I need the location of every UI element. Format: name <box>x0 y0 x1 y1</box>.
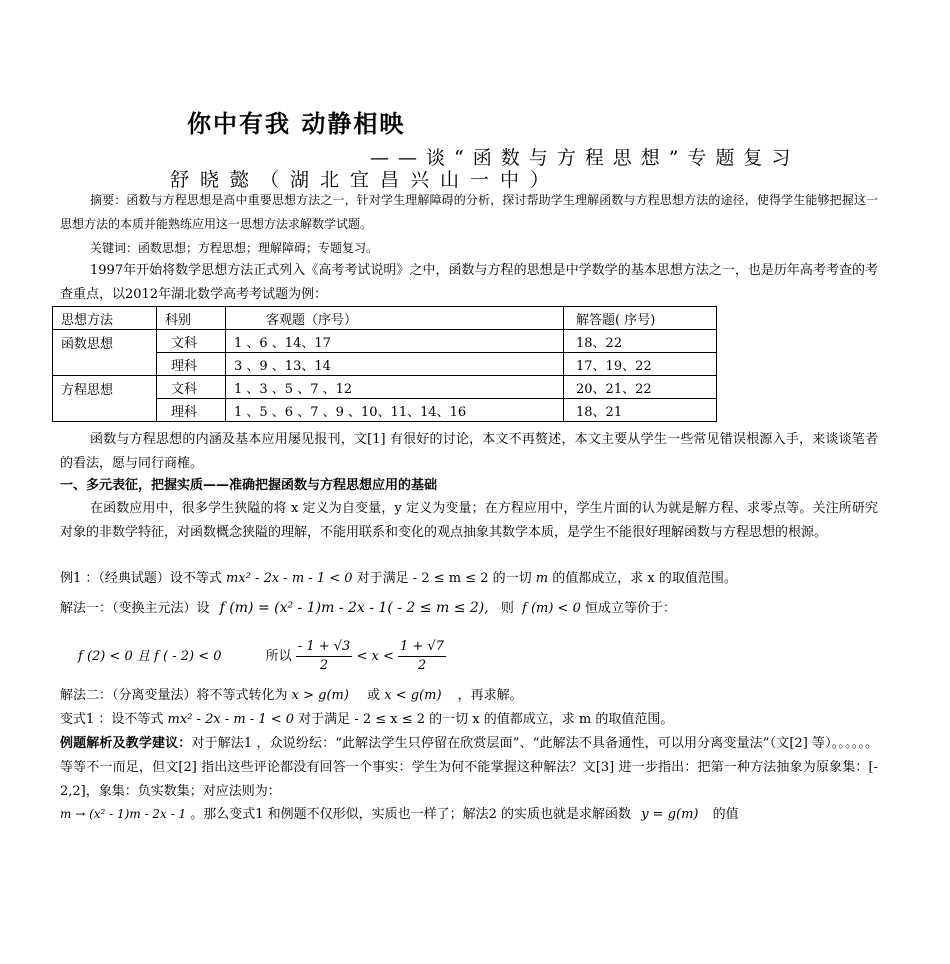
table-cell-answer: 20、21、22 <box>564 376 717 399</box>
table-row <box>53 330 717 353</box>
solution-1-function: f (m) = (x² - 1)m - 2x - 1( - 2 ≤ m ≤ 2), <box>219 600 489 616</box>
after-table-paragraph: 函数与方程思想的内涵及基本应用屡见报刊，文[1] 有很好的讨论，本文不再赘述，本文主要从学生一些常见错误根源入手，来谈谈笔者的看法，愿与同行商榷。 <box>60 432 878 471</box>
intro-paragraph: 1997年开始将数学思想方法正式列入《高考考试说明》之中，函数与方程的思想是中学数学的基本思想方法之一，也是历年高考考查的考查重点，以2012年湖北数学高考考试题为例： <box>60 263 878 302</box>
solution-1: 解法一：（变换主元法）设 f (m) = (x² - 1)m - 2x - 1( - 2 ≤ m ≤ 2), 则 f (m) < 0 恒成立等价于： <box>60 600 676 616</box>
fraction-lower-bound: $\frac{- 1 + √3}{2}$ <box>297 639 351 673</box>
example-1-inequality: mx² - 2x - m - 1 < 0 <box>226 571 353 586</box>
solution-1-result: f (2) < 0 且 f ( - 2) < 0 所以 $\frac{- 1 + √3}{2}$ < x < $\frac{1 + √7}{2}$ <box>78 639 444 673</box>
table-cell-subject: 理科 <box>157 353 226 376</box>
table-cell-subject: 文科 <box>157 330 226 353</box>
table-cell-objective: 1 、5 、6 、7 、9 、10、11、14、16 <box>226 399 564 422</box>
page-subtitle: ——谈“函数与方程思想”专题复习 <box>370 147 800 169</box>
table-header-cell: 思想方法 <box>53 307 157 330</box>
table-cell-subject: 文科 <box>157 376 226 399</box>
author-line: 舒晓懿（湖北宜昌兴山一中） <box>170 169 561 191</box>
table-cell-objective: 1 、6 、14、17 <box>226 330 564 353</box>
table-cell-objective: 1 、3 、5 、7 、12 <box>226 376 564 399</box>
example-1: 例1 ：（经典试题）设不等式 mx² - 2x - m - 1 < 0 对于满足 - 2 ≤ m ≤ 2 的一切 m 的值都成立，求 x 的取值范围。 <box>60 571 737 586</box>
fraction-upper-bound: $\frac{1 + √7}{2}$ <box>399 639 444 673</box>
table-header-cell: 科别 <box>157 307 226 330</box>
analysis-paragraph: 例题解析及教学建议：对于解法1 ，众说纷纭：“此解法学生只停留在欣赏层面”、“此解法不具备通性，可以用分离变量法”（文[2] 等）。。。。。。等等不一而足，但文[2] 指出这些评论都没有回答一个事实：学生为何不能掌握这种解法？文[3] 进一步指出：把第一种方法抽象为原象集：[- 2,2]，象集：负实数集；对应法则为： <box>60 736 878 799</box>
abstract: 摘要：函数与方程思想是高中重要思想方法之一，针对学生理解障碍的分析，探讨帮助学生理解函数与方程思想方法的途径，使得学生能够把握这一思想方法的本质并能熟练应用这一思想方法求解数学试题。 <box>60 193 878 231</box>
page-title: 你中有我 动静相映 <box>187 110 406 138</box>
table-header-row <box>53 307 717 330</box>
table-cell-method: 方程思想 <box>53 376 157 422</box>
solution-2: 解法二：（分离变量法）将不等式转化为 x > g(m) 或 x < g(m) ，再求解。 <box>60 688 523 703</box>
section-heading-1: 一、多元表征，把握实质——准确把握函数与方程思想应用的基础 <box>60 478 438 493</box>
section-1-paragraph: 在函数应用中，很多学生狭隘的将 x 定义为自变量，y 定义为变量；在方程应用中，学生片面的认为就是解方程、求零点等。关注所研究对象的非数学特征，对函数概念狭隘的理解，不能用联系和变化的观点抽象其数学本质，是学生不能很好理解函数与方程思想的根源。 <box>60 501 878 540</box>
table-cell-subject: 理科 <box>157 399 226 422</box>
exam-table <box>52 306 717 422</box>
table-cell-answer: 18、22 <box>564 330 717 353</box>
table-cell-method: 函数思想 <box>53 330 157 376</box>
table-cell-answer: 18、21 <box>564 399 717 422</box>
table-row <box>53 376 717 399</box>
table-cell-answer: 17、19、22 <box>564 353 717 376</box>
variant-1: 变式1 ：设不等式 mx² - 2x - m - 1 < 0 对于满足 - 2 ≤ x ≤ 2 的一切 x 的值都成立，求 m 的取值范围。 <box>60 712 674 727</box>
keywords: 关键词：函数思想；方程思想；理解障碍；专题复习。 <box>90 241 379 255</box>
last-line: m → (x² - 1)m - 2x - 1 。那么变式1 和例题不仅形似，实质也一样了；解法2 的实质也就是求解函数 y = g(m) 的值 <box>60 807 739 822</box>
table-header-cell: 客观题（序号） <box>226 307 564 330</box>
table-cell-objective: 3 、9 、13、14 <box>226 353 564 376</box>
table-header-cell: 解答题( 序号) <box>564 307 717 330</box>
analysis-label: 例题解析及教学建议： <box>60 736 192 751</box>
